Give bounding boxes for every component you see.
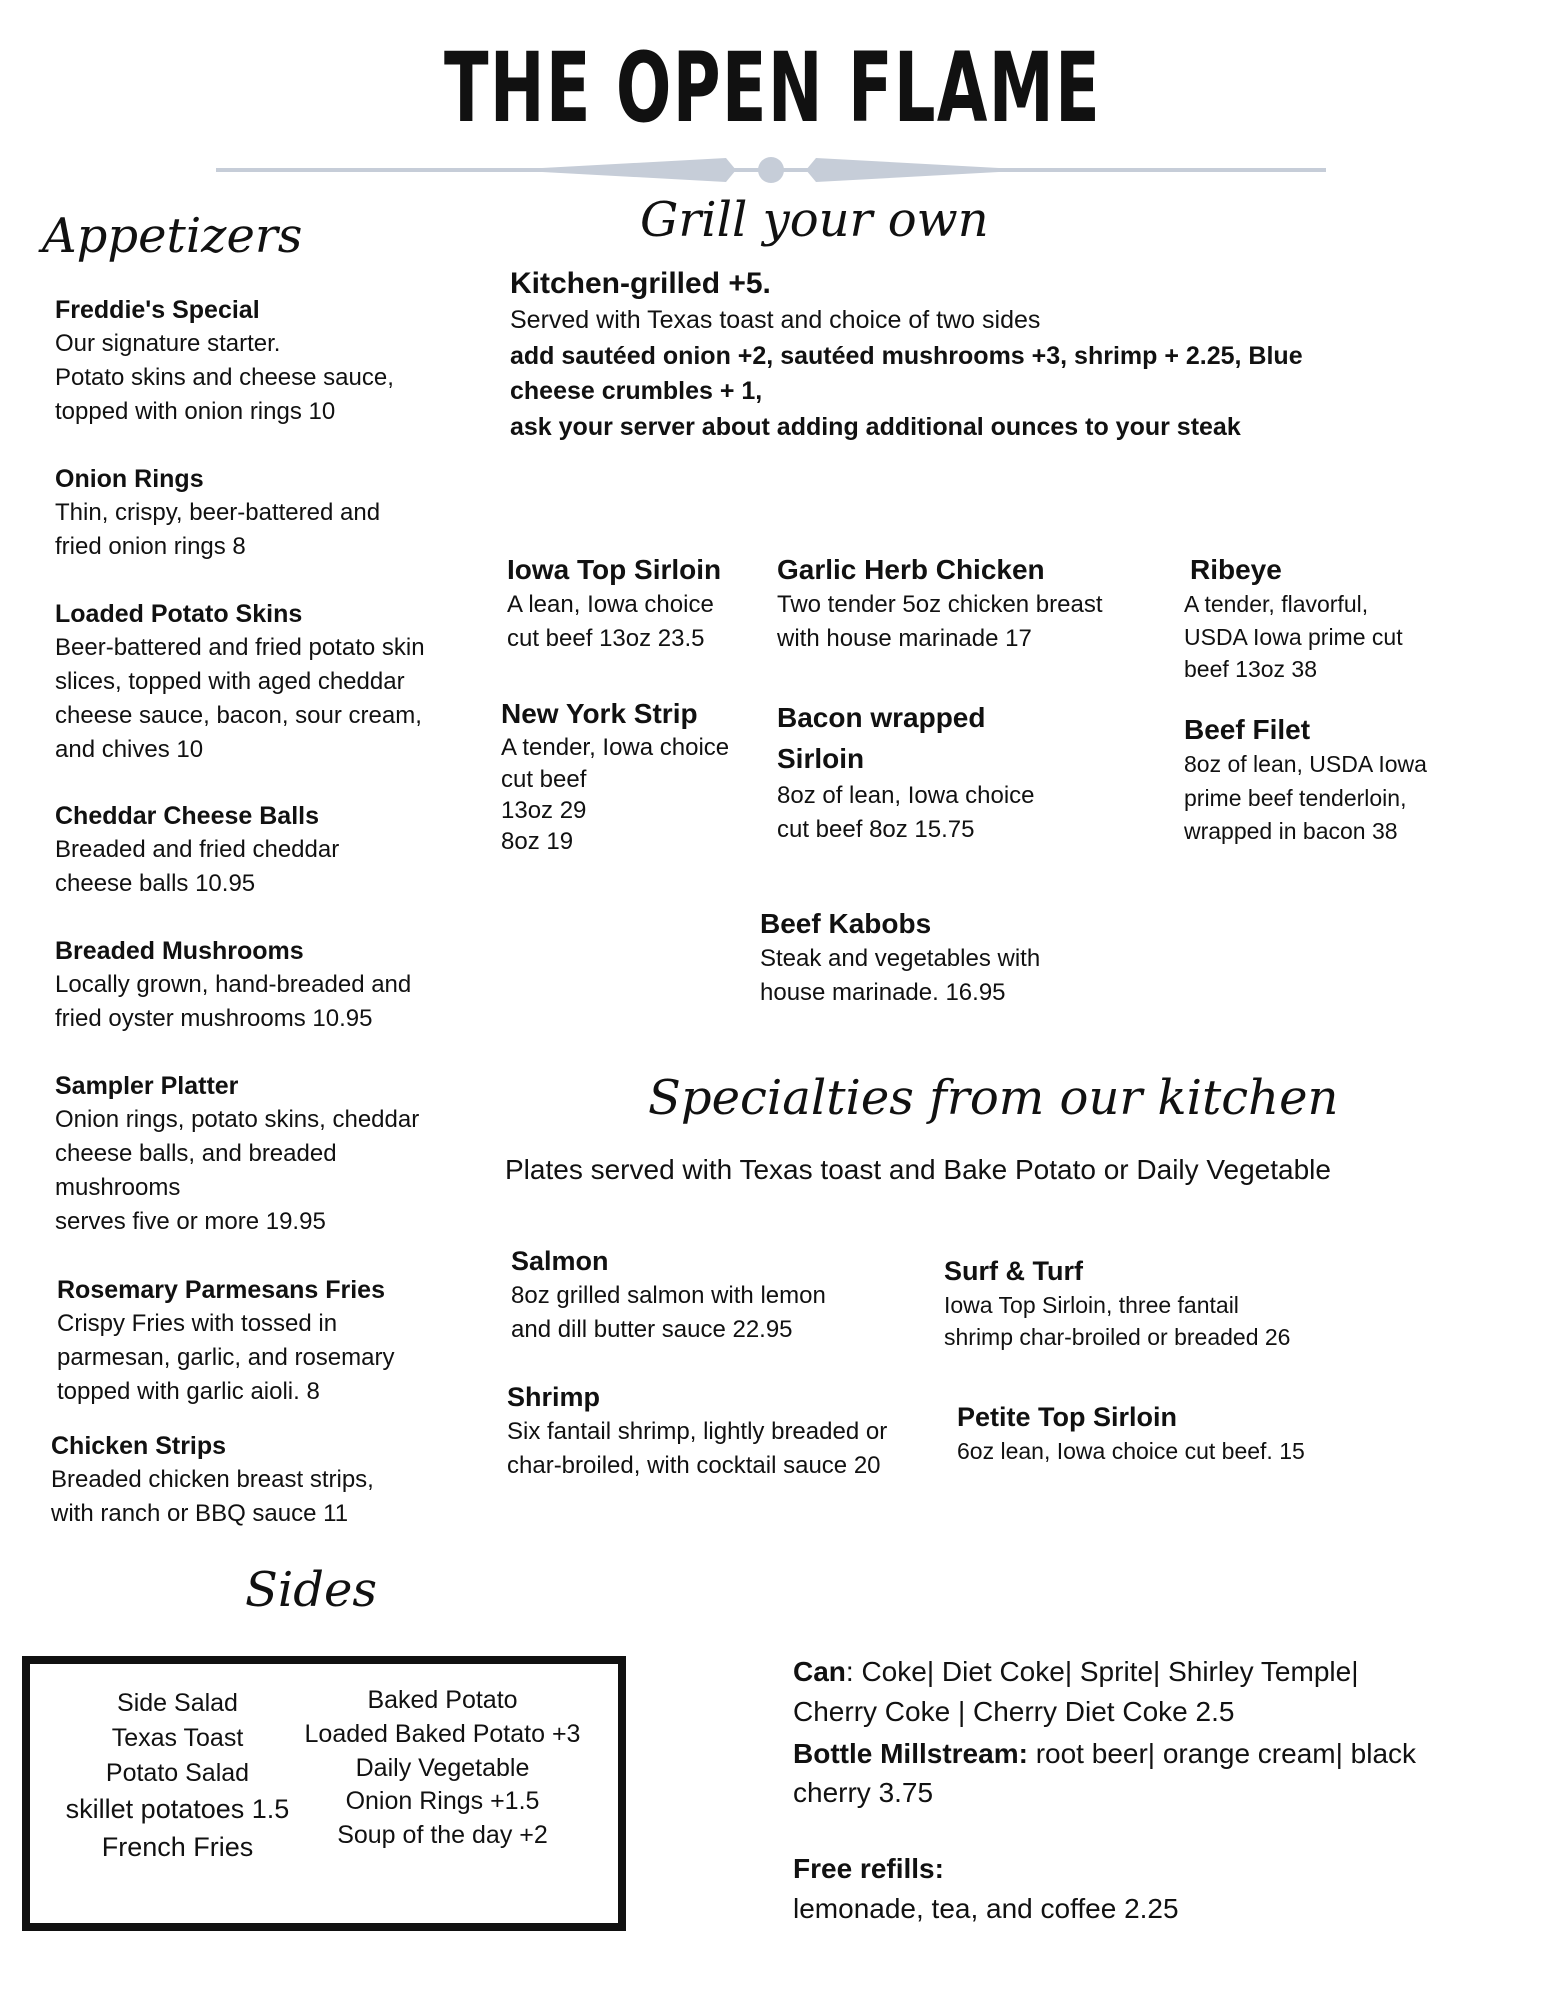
specialty-desc: Six fantail shrimp, lightly breaded or char-broiled, with cocktail sauce 20 (507, 1418, 888, 1480)
header-divider (216, 150, 1326, 190)
grill-heading: Grill your own (640, 192, 989, 248)
grill-item-desc: 8oz of lean, USDA Iowa prime beef tenderloin, wrapped in bacon 38 (1184, 751, 1427, 845)
appetizer-item (55, 1070, 419, 1239)
grill-item (1184, 552, 1403, 685)
specialty-name: Salmon (511, 1246, 609, 1276)
side-item: Baked Potato (367, 1686, 518, 1714)
grill-item-name: Beef Kabobs (760, 908, 932, 939)
grill-item (501, 696, 729, 857)
specialty-desc: Iowa Top Sirloin, three fantail shrimp char-broiled or breaded 26 (944, 1292, 1291, 1351)
specialty-item (511, 1244, 826, 1347)
specialty-item (507, 1380, 887, 1483)
drink-bottle-label: Bottle Millstream: (793, 1737, 1028, 1769)
appetizer-item (55, 800, 339, 901)
appetizer-item (57, 1274, 394, 1409)
specialty-desc: 8oz grilled salmon with lemon and dill butter sauce 22.95 (511, 1282, 826, 1344)
grill-item (777, 552, 1103, 657)
grill-addons: add sautéed onion +2, sautéed mushrooms +3, shrimp + 2.25, Blue cheese crumbles + 1, (510, 341, 1303, 405)
specialties-heading: Specialties from our kitchen (648, 1070, 1339, 1126)
appetizer-name: Chicken Strips (51, 1432, 227, 1460)
grill-item-name: Garlic Herb Chicken (777, 554, 1045, 585)
specialty-item (957, 1400, 1305, 1467)
appetizer-name: Loaded Potato Skins (55, 600, 303, 628)
grill-item-desc: A tender, Iowa choice cut beef 13oz 29 8oz 19 (501, 734, 730, 855)
drink-can-label: Can (793, 1656, 846, 1687)
appetizer-desc: Locally grown, hand-breaded and fried oyster mushrooms 10.95 (55, 970, 412, 1032)
appetizer-item (55, 935, 411, 1036)
grill-served-note: Served with Texas toast and choice of two sides (510, 306, 1041, 334)
grill-item-name: Beef Filet (1184, 714, 1311, 745)
side-item: Potato Salad (105, 1759, 250, 1787)
sides-right-column (295, 1684, 590, 1853)
drink-refill-label: Free refills: (793, 1853, 944, 1884)
side-item: Onion Rings +1.5 (345, 1787, 540, 1816)
appetizer-name: Breaded Mushrooms (55, 937, 304, 965)
drink-refill-text: lemonade, tea, and coffee 2.25 (793, 1892, 1179, 1924)
grill-intro (510, 264, 1410, 445)
specialty-name: Shrimp (507, 1382, 601, 1412)
sides-heading: Sides (245, 1562, 377, 1618)
divider-left-ornament (506, 158, 736, 182)
appetizer-name: Sampler Platter (55, 1072, 239, 1100)
grill-item (1184, 712, 1427, 848)
grill-item-name: New York Strip (501, 698, 698, 729)
appetizer-item (55, 294, 394, 429)
grill-item-desc: 8oz of lean, Iowa choice cut beef 8oz 15.75 (777, 782, 1035, 844)
side-item: Daily Vegetable (355, 1753, 530, 1782)
specialty-name: Surf & Turf (944, 1256, 1083, 1286)
grill-item-desc: Steak and vegetables with house marinade. 16.95 (760, 945, 1041, 1007)
kitchen-grilled-note: Kitchen-grilled +5. (510, 267, 771, 300)
sides-left-column (55, 1686, 300, 1867)
grill-item (777, 698, 1035, 847)
grill-ask-note: ask your server about adding additional ounces to your steak (510, 412, 1241, 441)
side-item: skillet potatoes 1.5 (65, 1794, 290, 1824)
drink-can-text: : Coke| Diet Coke| Sprite| Shirley Temple| Cherry Coke | Cherry Diet Coke 2.5 (793, 1656, 1359, 1727)
appetizer-name: Onion Rings (55, 465, 204, 493)
restaurant-title: THE OPEN FLAME (443, 32, 1102, 144)
appetizer-name: Cheddar Cheese Balls (55, 802, 319, 830)
grill-item-name: Ribeye (1190, 554, 1282, 585)
grill-item-desc: Two tender 5oz chicken breast with house marinade 17 (777, 591, 1103, 653)
appetizer-name: Rosemary Parmesans Fries (57, 1276, 385, 1304)
grill-item-desc: A lean, Iowa choice cut beef 13oz 23.5 (507, 591, 714, 653)
appetizer-desc: Our signature starter. Potato skins and cheese sauce, topped with onion rings 10 (55, 329, 394, 425)
appetizer-desc: Breaded and fried cheddar cheese balls 10.95 (55, 835, 340, 897)
grill-item (760, 906, 1040, 1011)
side-item: French Fries (101, 1831, 254, 1862)
appetizer-desc: Beer-battered and fried potato skin slices, topped with aged cheddar cheese sauce, bacon, sour cream, and chives 10 (55, 633, 425, 763)
grill-item-name: Iowa Top Sirloin (507, 554, 722, 585)
appetizer-item (51, 1430, 374, 1531)
grill-item-desc: A tender, flavorful, USDA Iowa prime cut beef 13oz 38 (1184, 591, 1403, 682)
grill-item-name: Bacon wrapped Sirloin (777, 702, 986, 774)
appetizer-name: Freddie's Special (55, 296, 260, 324)
side-item: Loaded Baked Potato +3 (304, 1719, 581, 1748)
specialty-desc: 6oz lean, Iowa choice cut beef. 15 (957, 1438, 1305, 1465)
grill-item (507, 552, 721, 657)
side-item: Side Salad (117, 1689, 238, 1717)
appetizer-item (55, 598, 425, 767)
side-item: Soup of the day +2 (337, 1821, 548, 1849)
specialties-subtitle: Plates served with Texas toast and Bake Potato or Daily Vegetable (505, 1154, 1331, 1185)
drinks-section (793, 1652, 1493, 1929)
specialty-name: Petite Top Sirloin (957, 1402, 1178, 1432)
drink-bottle (793, 1734, 1493, 1814)
divider-right-ornament (806, 158, 1036, 182)
appetizer-desc: Crispy Fries with tossed in parmesan, garlic, and rosemary topped with garlic aioli. 8 (57, 1309, 395, 1405)
appetizer-item (55, 463, 380, 564)
appetizer-desc: Thin, crispy, beer-battered and fried onion rings 8 (55, 498, 381, 560)
appetizers-heading: Appetizers (42, 208, 303, 264)
specialty-item (944, 1254, 1290, 1353)
drink-can (793, 1652, 1493, 1732)
side-item: Texas Toast (111, 1724, 244, 1752)
drink-bottle-text: root beer| orange cream| black cherry 3.75 (793, 1737, 1417, 1809)
appetizer-desc: Onion rings, potato skins, cheddar cheese balls, and breaded mushrooms serves five or more 19.95 (55, 1105, 420, 1235)
appetizer-desc: Breaded chicken breast strips, with ranch or BBQ sauce 11 (51, 1465, 374, 1527)
drink-refill (793, 1849, 1493, 1929)
divider-center-dot (758, 157, 784, 183)
